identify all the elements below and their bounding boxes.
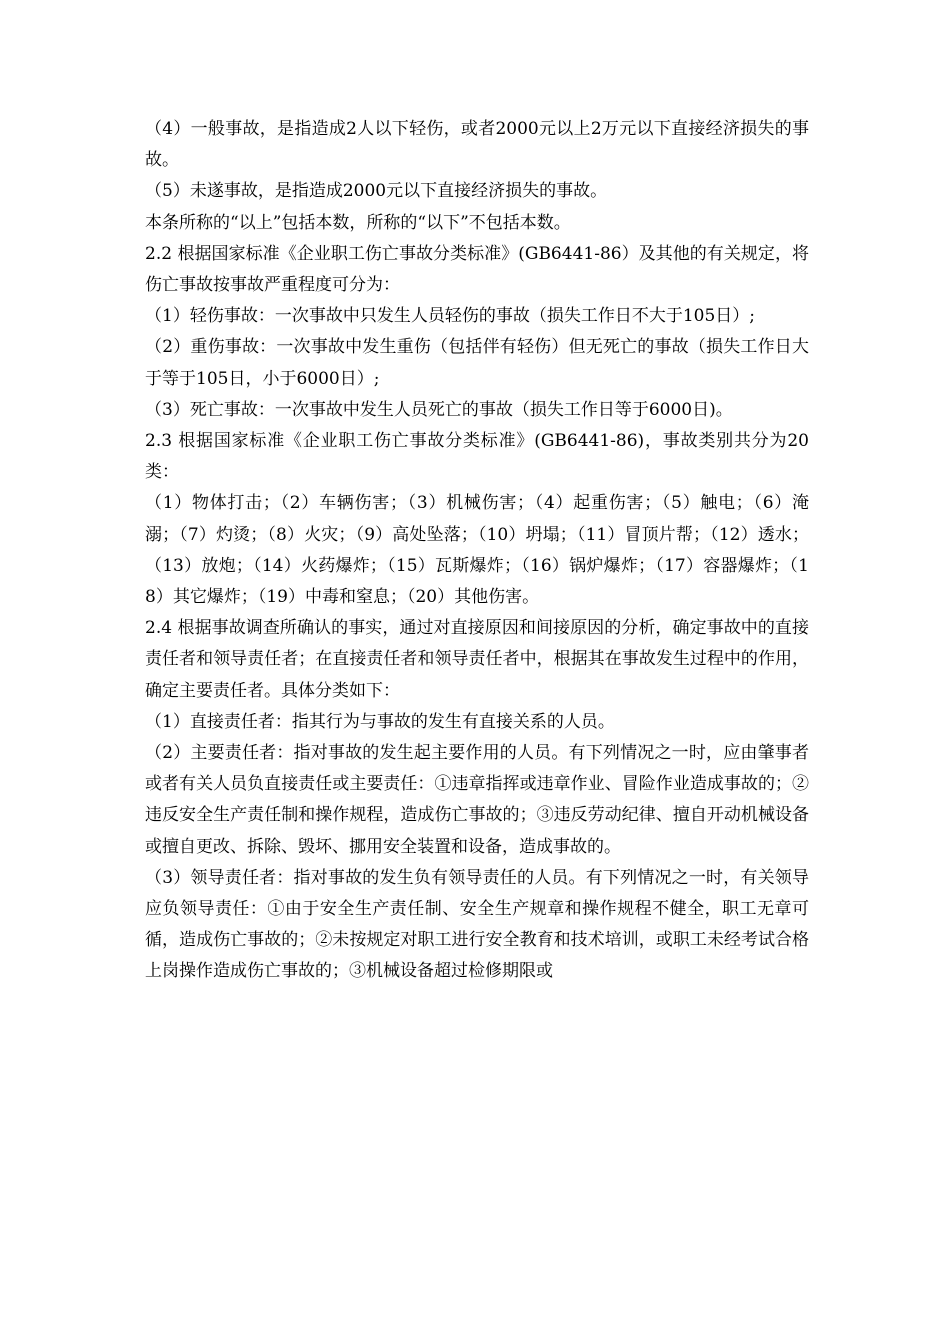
paragraph-direct-responsible: （1）直接责任者：指其行为与事故的发生有直接关系的人员。: [145, 711, 615, 732]
paragraph-near-miss: （5）未遂事故，是指造成2000元以下直接经济损失的事故。: [145, 181, 608, 202]
paragraph-main-responsible: （2）主要责任者：指对事故的发生起主要作用的人员。有下列情况之一时，应由肇事者或者有关人员负直接责任或主要责任：①违章指挥或违章作业、冒险作业造成事故的；②违反安全生产责任制和操作规程，造成伤亡事故的；③违反劳动纪律、擅自开动机械设备或擅自更改、拆除、毁坏、挪用安全装置和设备，造成事故的。: [145, 743, 809, 857]
paragraph-leadership-responsible: （3）领导责任者：指对事故的发生负有领导责任的人员。有下列情况之一时，有关领导应负领导责任：①由于安全生产责任制、安全生产规章和操作规程不健全，职工无章可循，造成伤亡事故的；②未按规定对职工进行安全教育和技术培训，或职工未经考试合格上岗操作造成伤亡事故的；③机械设备超过检修期限或: [145, 867, 809, 982]
paragraph-note-above-below: 本条所称的“以上”包括本数，所称的“以下”不包括本数。: [145, 212, 571, 233]
paragraph-section-2-2: 2.2 根据国家标准《企业职工伤亡事故分类标准》(GB6441-86）及其他的有关规定，将伤亡事故按事故严重程度可分为：: [145, 243, 809, 296]
paragraph-fatal-accident: （3）死亡事故：一次事故中发生人员死亡的事故（损失工作日等于6000日)。: [145, 399, 733, 420]
paragraph-serious-injury: （2）重伤事故：一次事故中发生重伤（包括伴有轻伤）但无死亡的事故（损失工作日大于等于105日，小于6000日）;: [145, 337, 809, 389]
paragraph-accident-categories: （1）物体打击；（2）车辆伤害；（3）机械伤害；（4）起重伤害；（5）触电；（6）淹溺；（7）灼烫；（8）火灾；（9）高处坠落；（10）坍塌；（11）冒顶片帮；（12）透水；（13）放炮；（14）火药爆炸；（15）瓦斯爆炸；（16）锅炉爆炸；（17）容器爆炸；（18）其它爆炸；（19）中毒和窒息；（20）其他伤害。: [145, 493, 809, 608]
document-body: [145, 114, 809, 988]
paragraph-general-accident: （4）一般事故，是指造成2人以下轻伤，或者2000元以上2万元以下直接经济损失的事故。: [145, 119, 809, 171]
paragraph-section-2-3: 2.3 根据国家标准《企业职工伤亡事故分类标准》(GB6441-86)，事故类别共分为20类：: [145, 431, 809, 483]
paragraph-section-2-4: 2.4 根据事故调查所确认的事实，通过对直接原因和间接原因的分析，确定事故中的直接责任者和领导责任者；在直接责任者和领导责任者中，根据其在事故发生过程中的作用，确定主要责任者。具体分类如下：: [145, 618, 809, 701]
paragraph-minor-injury: （1）轻伤事故：一次事故中只发生人员轻伤的事故（损失工作日不大于105日）;: [145, 306, 755, 327]
